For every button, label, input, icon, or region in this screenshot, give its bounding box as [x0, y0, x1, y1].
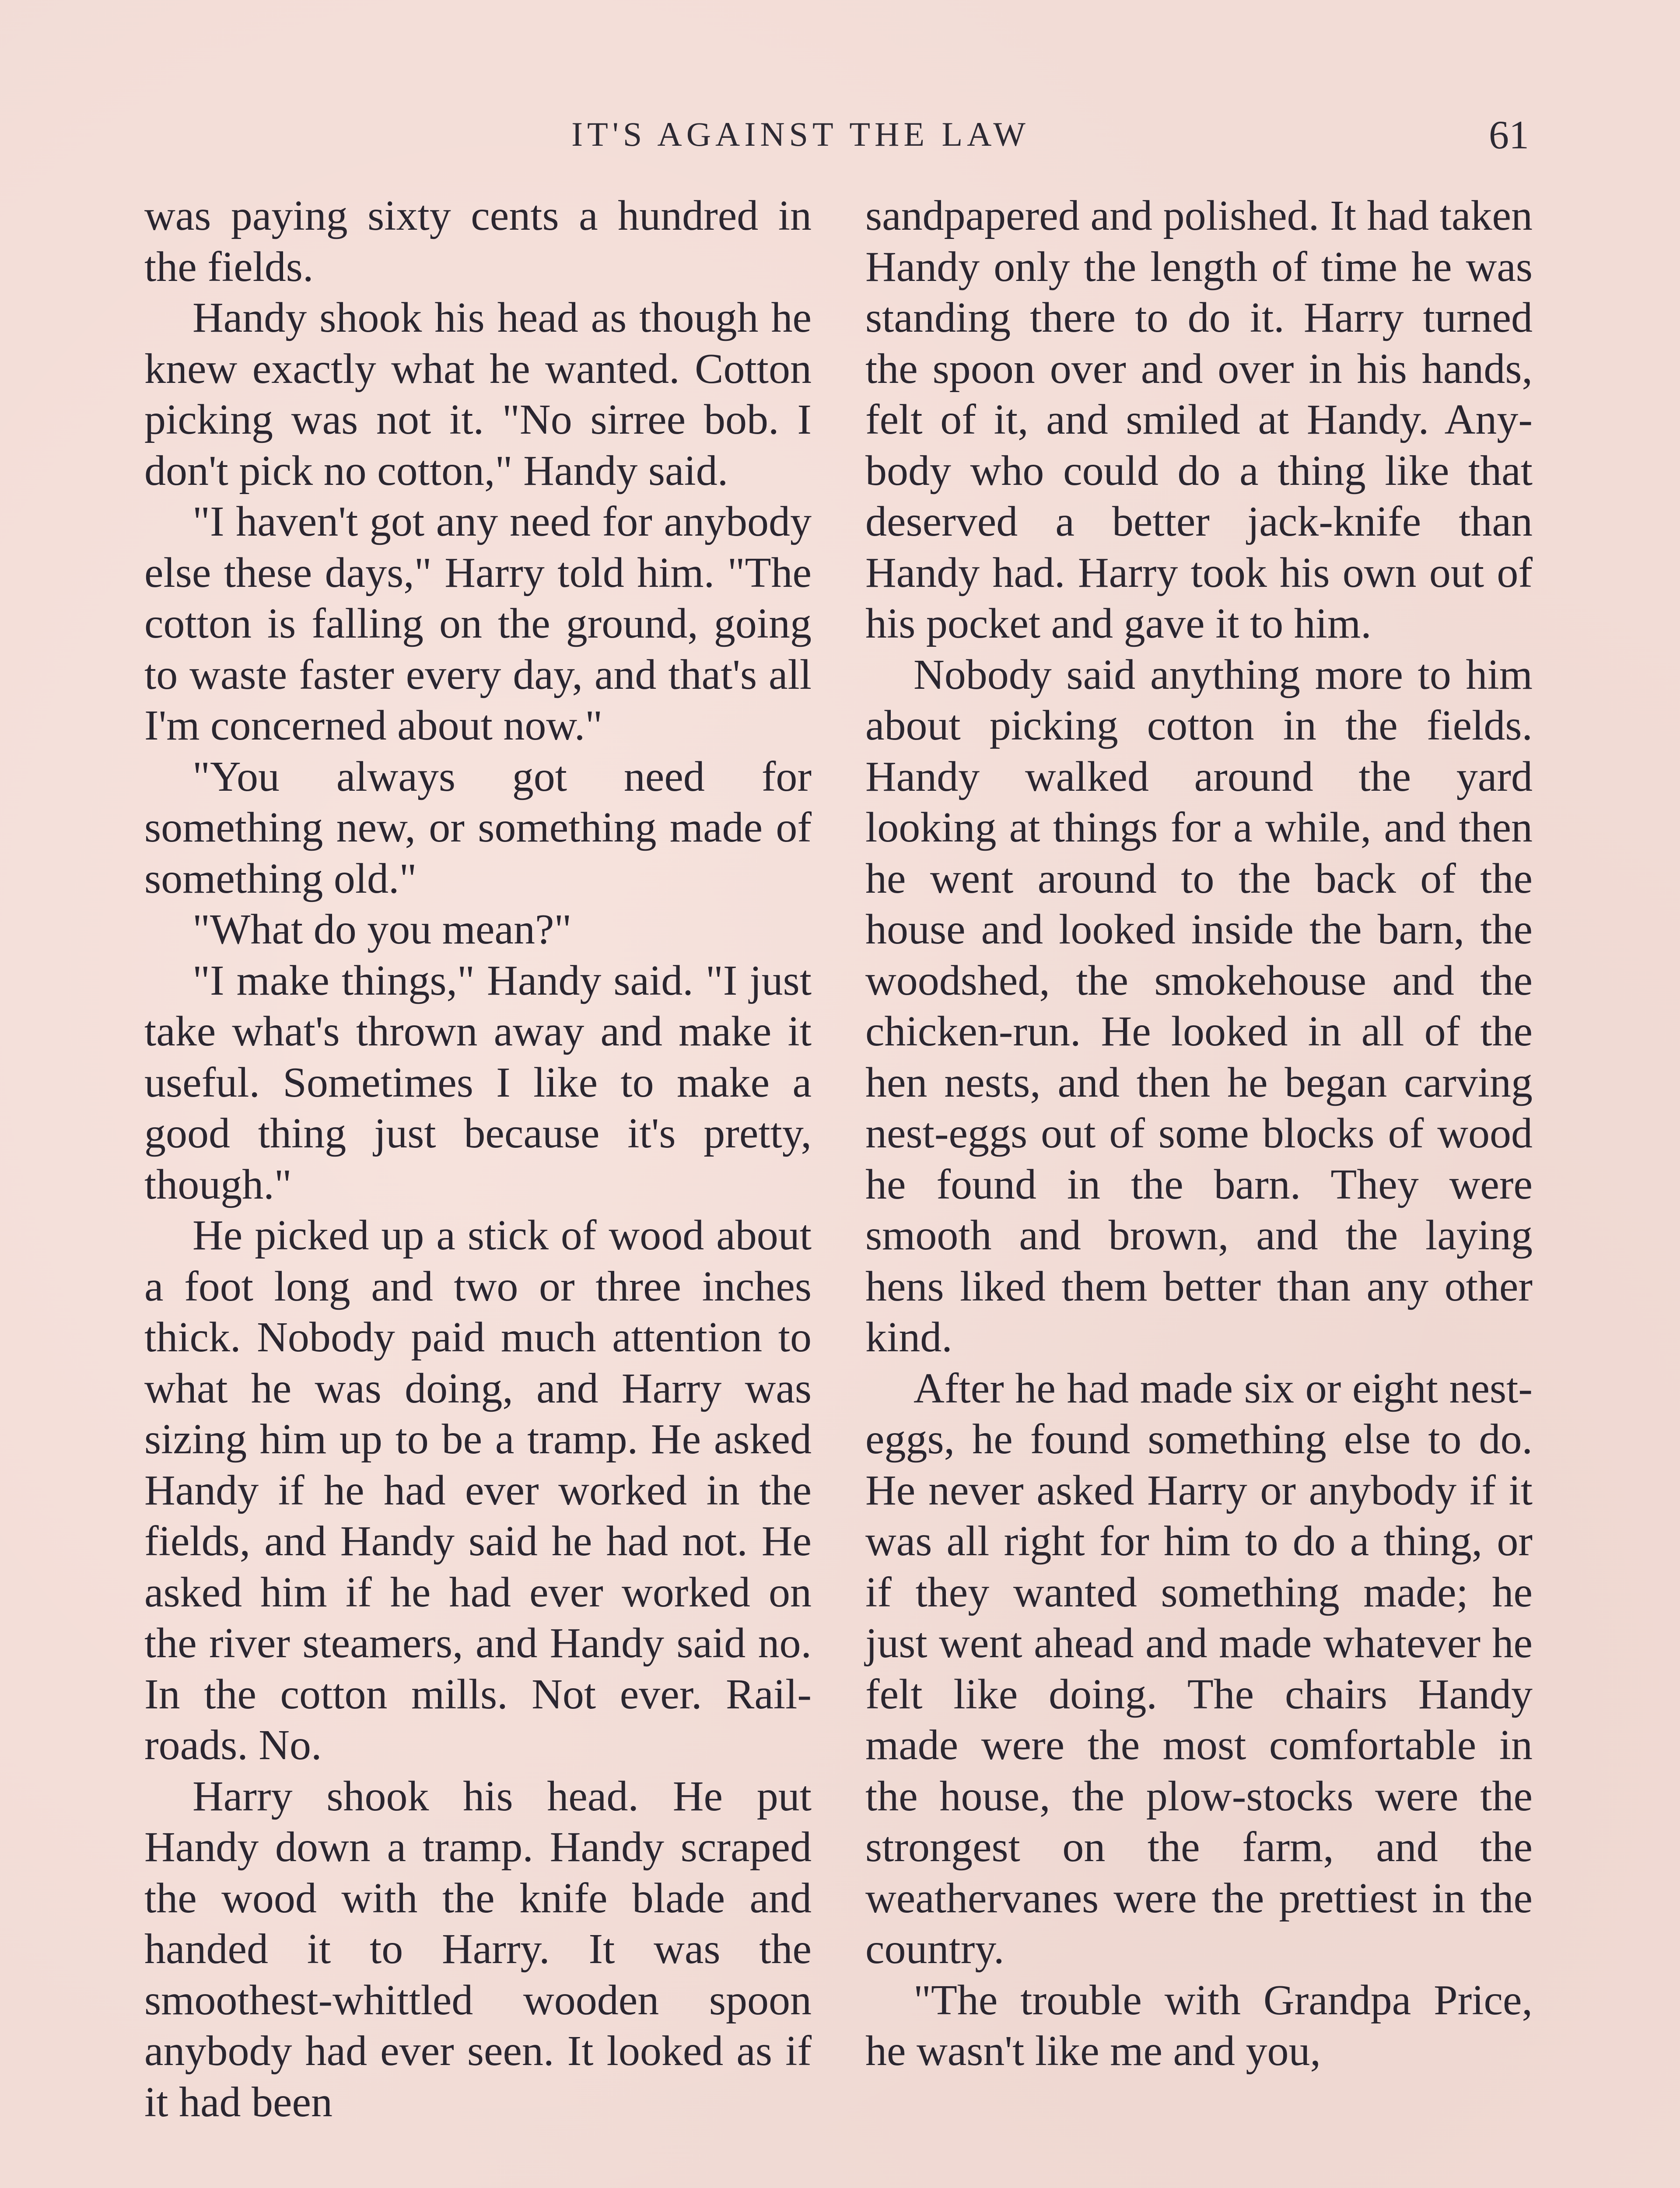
paragraph: "You always got need for something new, or something made of something old." [144, 753, 812, 902]
paragraph: "What do you mean?" [192, 906, 572, 953]
paragraph: "The trouble with Grandpa Price, he wasn't like me and you, [865, 1976, 1533, 2075]
paragraph: sandpapered and polished. It had taken Handy only the length of time he was standing there to do it. Harry turned the spoon over and over in his hands, felt of it, and smiled at Handy. Anybody who could do a thing like that deserved a better jack-knife than Handy had. Harry took his own out of his pocket and gave it to him. [865, 192, 1533, 647]
paragraph: Harry shook his head. He put Handy down a tramp. Handy scraped the wood with the knife blade and handed it to Harry. It was the smoothest-whittled wooden spoon anybody had ever seen. It looked as if it had been [144, 1772, 812, 2126]
paragraph: Handy shook his head as though he knew exactly what he wanted. Cotton picking was not it. "No sirree bob. I don't pick no cotton," Handy said. [144, 294, 812, 494]
paragraph: Nobody said anything more to him about picking cotton in the fields. Handy walked around the yard looking at things for a while, and then he went around to the back of the house and looked inside the barn, the woodshed, the smokehouse and the chicken-run. He looked in all of the hen nests, and then he began carving nest-eggs out of some blocks of wood he found in the barn. They were smooth and brown, and the laying hens liked them better than any other kind. [865, 651, 1533, 1361]
left-text-column [144, 190, 812, 2128]
paragraph: He picked up a stick of wood about a foot long and two or three inches thick. Nobody paid much attention to what he was doing, and Harry was sizing him up to be a tramp. He asked Handy if he had ever worked in the fields, and Handy said he had not. He asked him if he had ever worked on the river steamers, and Handy said no. In the cotton mills. Not ever. Railroads. No. [144, 1212, 812, 1769]
right-text-column [865, 190, 1533, 2077]
page-number: 61 [1489, 112, 1529, 157]
paragraph: was paying sixty cents a hundred in the fields. [144, 192, 812, 291]
running-head: IT'S AGAINST THE LAW [571, 115, 1030, 153]
paragraph: After he had made six or eight nest-eggs, he found something else to do. He never asked Harry or anybody if it was all right for him to do a thing, or if they wanted something made; he just went ahead and made whatever he felt like doing. The chairs Handy made were the most comfortable in the house, the plow-stocks were the strongest on the farm, and the weathervanes were the prettiest in the country. [865, 1364, 1533, 1973]
paragraph: "I haven't got any need for anybody else these days," Harry told him. "The cotton is falling on the ground, going to waste faster every day, and that's all I'm concerned about now." [144, 498, 812, 749]
paragraph: "I make things," Handy said. "I just take what's thrown away and make it useful. Sometimes I like to make a good thing just because it's pretty, though." [144, 957, 812, 1208]
